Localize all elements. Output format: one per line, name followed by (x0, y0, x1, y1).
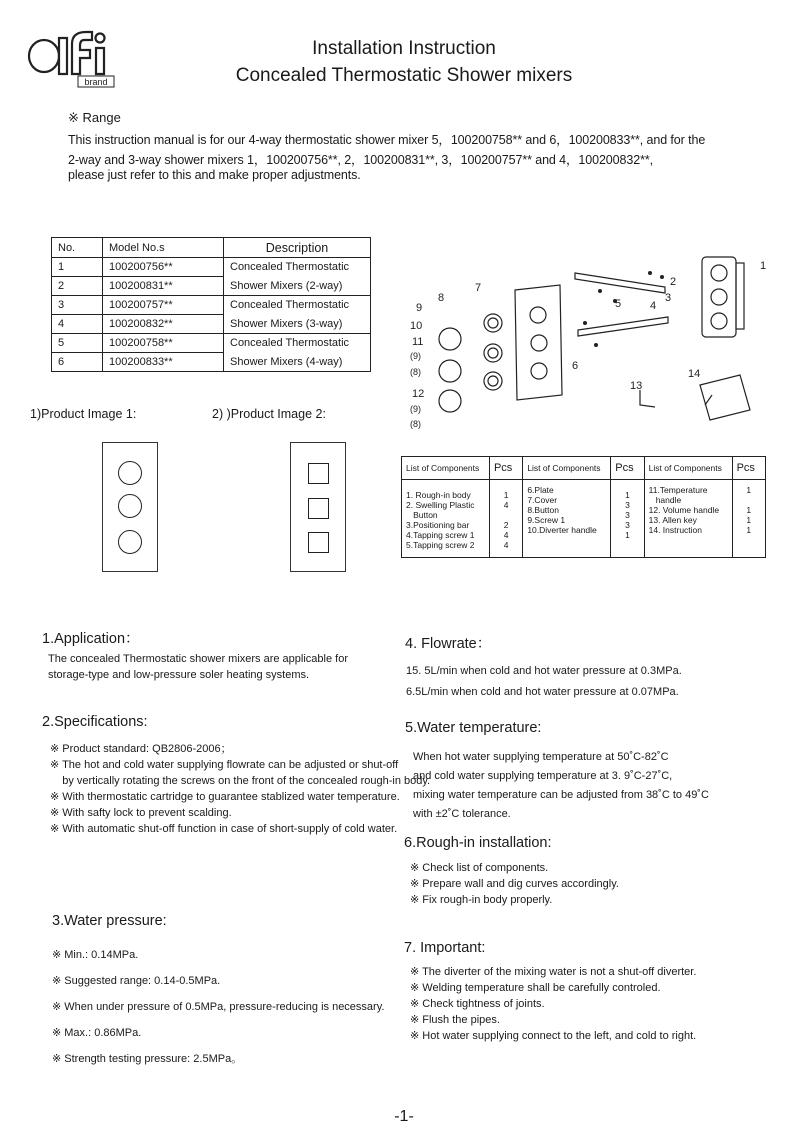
model-no: 3 (52, 296, 103, 315)
diagram-label: 1 (760, 260, 767, 272)
square-button-icon (308, 498, 329, 519)
water-temperature-text: When hot water supplying temperature at 50˚C-82˚C and cold water supplying temperature at 3. 9˚C-27˚C, mixing water temperature can be adjusted from 38˚C to 49˚C with ±2˚C tolerance. (413, 751, 709, 820)
components-table (401, 456, 766, 558)
important-heading: 7. Important: (404, 940, 486, 956)
knob-icon (118, 461, 142, 485)
diagram-label: 3 (665, 292, 672, 304)
comp-header: Pcs (489, 457, 522, 480)
model-code: 100200757** (103, 296, 224, 315)
range-line-1: This instruction manual is for our 4-way thermostatic shower mixer 5，100200758** and 6，100200833**, and for the (68, 133, 706, 147)
application-heading: 1.Application： (42, 631, 140, 647)
model-code: 100200831** (103, 277, 224, 296)
diagram-label: 12 (412, 388, 425, 400)
model-desc: Concealed Thermostatic (224, 258, 371, 277)
model-code: 100200758** (103, 334, 224, 353)
diagram-label: 8 (438, 292, 445, 304)
model-header-desc: Description (224, 238, 371, 258)
comp-header: Pcs (732, 457, 765, 480)
knob-icon (118, 530, 142, 554)
diagram-label: 5 (615, 298, 622, 310)
model-row (52, 315, 371, 334)
model-row (52, 258, 371, 277)
model-desc: Shower Mixers (2-way) (224, 277, 371, 296)
comp-pcs-1: 1 4 2 4 4 (489, 480, 522, 558)
positioning-bar-icon (575, 273, 665, 293)
positioning-bar-icon (578, 317, 668, 336)
svg-text:brand: brand (84, 77, 108, 87)
comp-header: List of Components (402, 457, 490, 480)
comp-header: List of Components (644, 457, 732, 480)
range-heading: ※ Range (68, 110, 121, 125)
diagram-label: (9) (410, 404, 421, 414)
comp-header: List of Components (523, 457, 611, 480)
product-image-2 (290, 442, 346, 572)
exploded-diagram (400, 235, 790, 435)
specifications-heading: 2.Specifications: (42, 714, 148, 730)
diagram-label: (8) (410, 367, 421, 377)
diagram-label: 7 (475, 282, 482, 294)
diagram-label: (8) (410, 419, 421, 429)
comp-header: Pcs (611, 457, 644, 480)
model-desc: Shower Mixers (3-way) (224, 315, 371, 334)
flowrate-heading: 4. Flowrate： (405, 636, 492, 652)
rough-in-heading: 6.Rough-in installation: (404, 835, 552, 851)
model-no: 2 (52, 277, 103, 296)
diagram-label: 4 (650, 300, 657, 312)
handle-icon (439, 360, 461, 382)
product-image-1 (102, 442, 158, 572)
title-line-2: Concealed Thermostatic Shower mixers (235, 65, 573, 86)
application-text: The concealed Thermostatic shower mixers are applicable for storage-type and low-pressure soler heating systems. (48, 653, 348, 681)
model-table (51, 237, 371, 372)
comp-pcs-2: 1 3 3 3 1 (611, 480, 644, 558)
model-desc: Concealed Thermostatic (224, 296, 371, 315)
instruction-icon (700, 375, 750, 420)
flowrate-text: 15. 5L/min when cold and hot water pressure at 0.3MPa. 6.5L/min when cold and hot water pressure at 0.07MPa. (406, 665, 682, 698)
product-image-1-label: 1)Product Image 1: (30, 407, 137, 421)
diagram-label: 11 (412, 336, 424, 348)
important-text: ※ The diverter of the mixing water is not a shut-off diverter. ※ Welding temperature shall be carefully controled. ※ Check tightness of joints. ※ Flush the pipes. ※ Hot water supplying connect to the left, and cold to right. (410, 966, 697, 1042)
diagram-label: 10 (410, 320, 423, 332)
model-no: 1 (52, 258, 103, 277)
model-row (52, 353, 371, 372)
comp-items-3: 11.Temperature handle 12. Volume handle 13. Allen key 14. Instruction (644, 480, 732, 558)
model-row (52, 296, 371, 315)
model-header-no: No. (52, 238, 103, 258)
title-line-1: Installation Instruction (312, 38, 496, 59)
model-no: 4 (52, 315, 103, 334)
model-code: 100200832** (103, 315, 224, 334)
model-row (52, 334, 371, 353)
page-number: -1- (394, 1108, 414, 1125)
rough-in-text: ※ Check list of components. ※ Prepare wall and dig curves accordingly. ※ Fix rough-in body properly. (410, 862, 619, 906)
specifications-text: ※ Product standard: QB2806-2006； ※ The hot and cold water supplying flowrate can be adjusted or shut-off by vertically rotating the screws on the front of the concealed rough-in body. ※ With thermostatic cartridge to guarantee stablized water temperature. ※ With safty lock to prevent scalding. ※ With automatic shut-off function in case of short-supply of cold water. (50, 743, 431, 835)
diagram-label: (9) (410, 351, 421, 361)
square-button-icon (308, 463, 329, 484)
water-pressure-text: ※ Min.: 0.14MPa. ※ Suggested range: 0.14-0.5MPa. ※ When under pressure of 0.5MPa, pressure-reducing is necessary. ※ Max.: 0.86MPa. ※ Strength testing pressure: 2.5MPa。 (52, 949, 385, 1065)
allen-key-icon (640, 390, 655, 407)
range-line-3: please just refer to this and make proper adjustments. (68, 168, 361, 182)
comp-pcs-3: 1 1 1 1 (732, 480, 765, 558)
handle-icon (439, 328, 461, 350)
rough-in-body-icon (702, 257, 736, 337)
square-button-icon (308, 532, 329, 553)
diagram-label: 13 (630, 380, 643, 392)
model-no: 6 (52, 353, 103, 372)
model-desc: Concealed Thermostatic (224, 334, 371, 353)
knob-icon (118, 494, 142, 518)
diagram-label: 14 (688, 368, 701, 380)
plate-icon (515, 285, 562, 400)
model-desc: Shower Mixers (4-way) (224, 353, 371, 372)
comp-items-2: 6.Plate 7.Cover 8.Button 9.Screw 1 10.Diverter handle (523, 480, 611, 558)
model-code: 100200833** (103, 353, 224, 372)
handle-icon (439, 390, 461, 412)
model-header-model: Model No.s (103, 238, 224, 258)
diagram-label: 6 (572, 360, 579, 372)
model-code: 100200756** (103, 258, 224, 277)
model-row (52, 277, 371, 296)
water-pressure-heading: 3.Water pressure: (52, 913, 167, 929)
comp-items-1: 1. Rough-in body 2. Swelling Plastic Button 3.Positioning bar 4.Tapping screw 1 5.Tapping screw 2 (402, 480, 490, 558)
range-line-2: 2-way and 3-way shower mixers 1，100200756**, 2，100200831**, 3，100200757** and 4，100200832**, (68, 153, 653, 167)
water-temperature-heading: 5.Water temperature: (405, 720, 542, 736)
product-image-2-label: 2) )Product Image 2: (212, 407, 326, 421)
model-no: 5 (52, 334, 103, 353)
diagram-label: 2 (670, 276, 677, 288)
diagram-label: 9 (416, 302, 423, 314)
